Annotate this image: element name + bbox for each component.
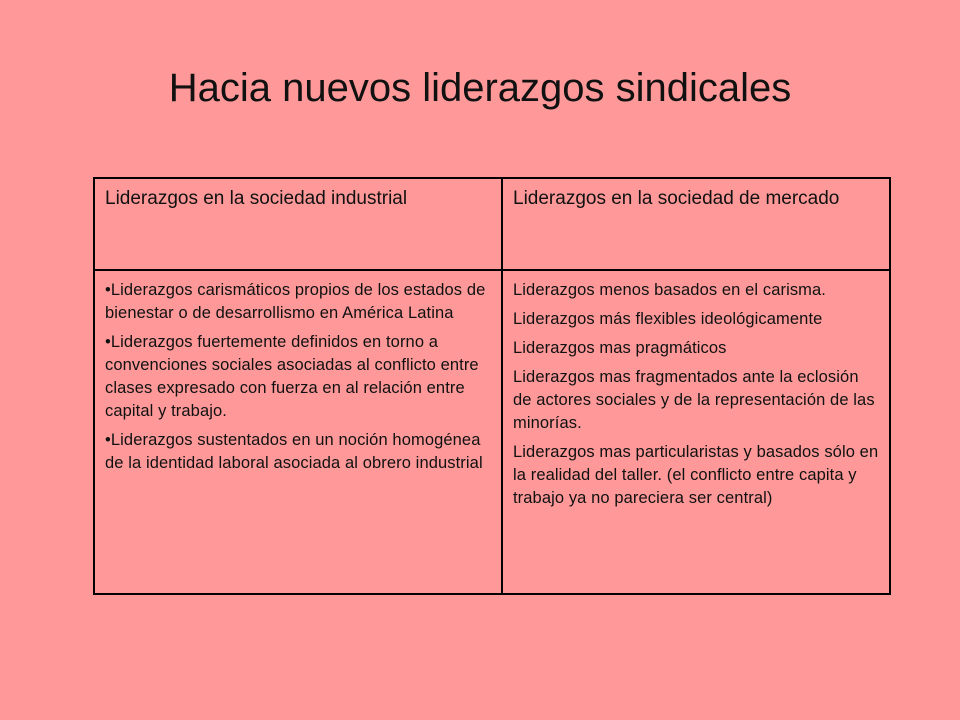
list-item: Liderazgos más flexibles ideológicamente [513, 310, 823, 328]
comparison-table [93, 177, 891, 595]
list-item: Liderazgos menos basados en el carisma. [513, 281, 826, 299]
list-item: Liderazgos mas particularistas y basados sólo en la realidad del taller. (el conflicto entre capita y trabajo ya no pareciera ser central) [513, 443, 879, 507]
list-item: •Liderazgos fuertemente definidos en torno a convenciones sociales asociadas al conflicto entre clases expresado con fuerza en al relación entre capital y trabajo. [105, 333, 479, 420]
header-market-society: Liderazgos en la sociedad de mercado [502, 178, 890, 270]
market-leadership-cell [502, 270, 890, 594]
industrial-leadership-cell [94, 270, 502, 594]
list-item: Liderazgos mas fragmentados ante la eclosión de actores sociales y de la representación de las minorías. [513, 368, 875, 432]
list-item: •Liderazgos sustentados en un noción homogénea de la identidad laboral asociada al obrero industrial [105, 431, 483, 472]
list-item: •Liderazgos carismáticos propios de los estados de bienestar o de desarrollismo en América Latina [105, 281, 486, 322]
table-body-row [94, 270, 890, 594]
slide-title: Hacia nuevos liderazgos sindicales [168, 66, 792, 110]
table-header-row [94, 178, 890, 270]
list-item: Liderazgos mas pragmáticos [513, 339, 727, 357]
header-industrial-society: Liderazgos en la sociedad industrial [94, 178, 502, 270]
